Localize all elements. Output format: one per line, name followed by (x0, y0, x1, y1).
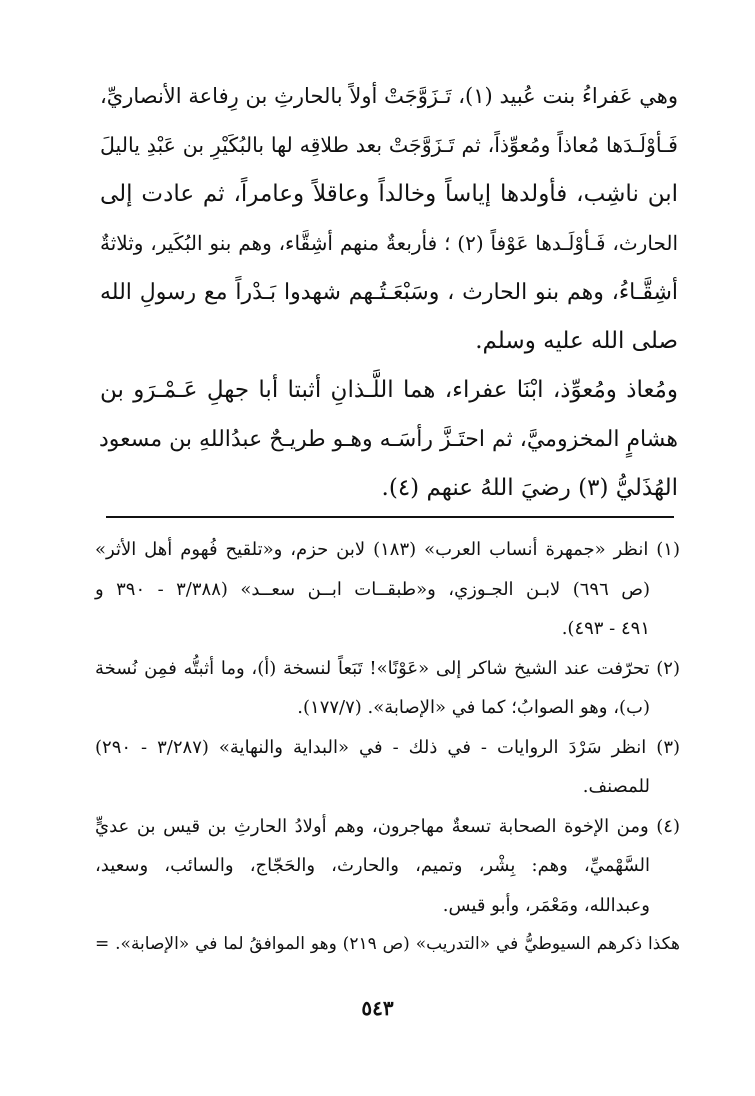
main-text-line: ومُعاذ ومُعوِّذ، ابْنَا عفراء، هما اللَّـذانِ أثبتا أبا جهلِ عَـمْـرَو بن (100, 377, 678, 403)
footnote-line: ٤٩١ - ٤٩٣). (561, 618, 650, 639)
footnote-line: وعبدالله، ومَعْمَر، وأبو قيس. (442, 894, 650, 916)
footnote-line: (٢) تحرّفت عند الشيخ شاكر إلى «عَوْنًا»! تَبَعاً لنسخة (أ)، وما أثبتُّه فمِن نُسخة (95, 657, 680, 679)
footnote-line: (ب)، وهو الصوابُ؛ كما في «الإصابة». (١٧٧/٧). (297, 697, 650, 718)
footnote-separator (106, 516, 674, 518)
main-text-line: هشامٍ المخزوميَّ، ثم احتَـزَّ رأسَـه وهـو طريـحٌ عبدُاللهِ بن مسعود (98, 427, 678, 452)
footnote-line: (٣) انظر سَرْدَ الروايات - في ذلك - في «البداية والنهاية» (٣/٢٨٧ - ٢٩٠) (95, 736, 681, 758)
main-text-line: الحارث، فَـأوْلَـدها عَوْفاً (٢) ؛ فأربعةٌ منهم أشِقَّاء، وهم بنو البُكَير، وثلاثةٌ (100, 231, 678, 255)
main-text-line: وهي عَفراءُ بنت عُبيد (١)، تَـزَوَّجَتْ أولاً بالحارثِ بن رِفاعة الأنصاريِّ، (100, 84, 678, 108)
footnotes-block (95, 530, 680, 965)
main-text-line: ابن ناشِب، فأولدها إياساً وخالداً وعاقلاً وعامراً، ثم عادت إلى (100, 181, 678, 207)
footnote-line: السَّهْميِّ، وهم: بِشْر، وتميم، والحارث، والحَجّاج، والسائب، وسعيد، (95, 855, 650, 876)
page-number: ٥٤٣ (361, 996, 394, 1020)
main-text-line: صلى الله عليه وسلم. (475, 328, 678, 354)
footnote-line: (١) انظر «جمهرة أنساب العرب» (١٨٣) لابن حزم، و«تلقيح فُهوم أهل الأثر» (95, 539, 680, 560)
main-text-line: الهُذَليُّ (٣) رضيَ اللهُ عنهم (٤). (381, 475, 678, 501)
footnote-line: (ص ٦٩٦) لابـن الجـوزي، و«طبقــات ابــن سعــد» (٣/٣٨٨ - ٣٩٠ و (95, 578, 650, 600)
main-text-line: أشِقَّـاءُ، وهم بنو الحارث ، وسَبْعَـتُـهم شهدوا بَـدْراً مع رسولِ الله (100, 280, 678, 305)
footnote-line: هكذا ذكرهم السيوطيُّ في «التدريب» (ص ٢١٩) وهو الموافقُ لما في «الإصابة». = (95, 934, 680, 954)
footnote-line: (٤) ومن الإخوة الصحابة تسعةٌ مهاجرون، وهم أولادُ الحارثِ بن قيس بن عديٍّ (95, 815, 680, 837)
main-text-line: فَـأوْلَـدَها مُعاذاً ومُعوِّذاً، ثم تَـزَوَّجَتْ بعد طلاقِه لها بالبُكَيْرِ بن عَبْدِ ياليلَ (100, 133, 678, 157)
main-text-block (100, 72, 678, 513)
footnote-line: للمصنف. (582, 776, 650, 797)
